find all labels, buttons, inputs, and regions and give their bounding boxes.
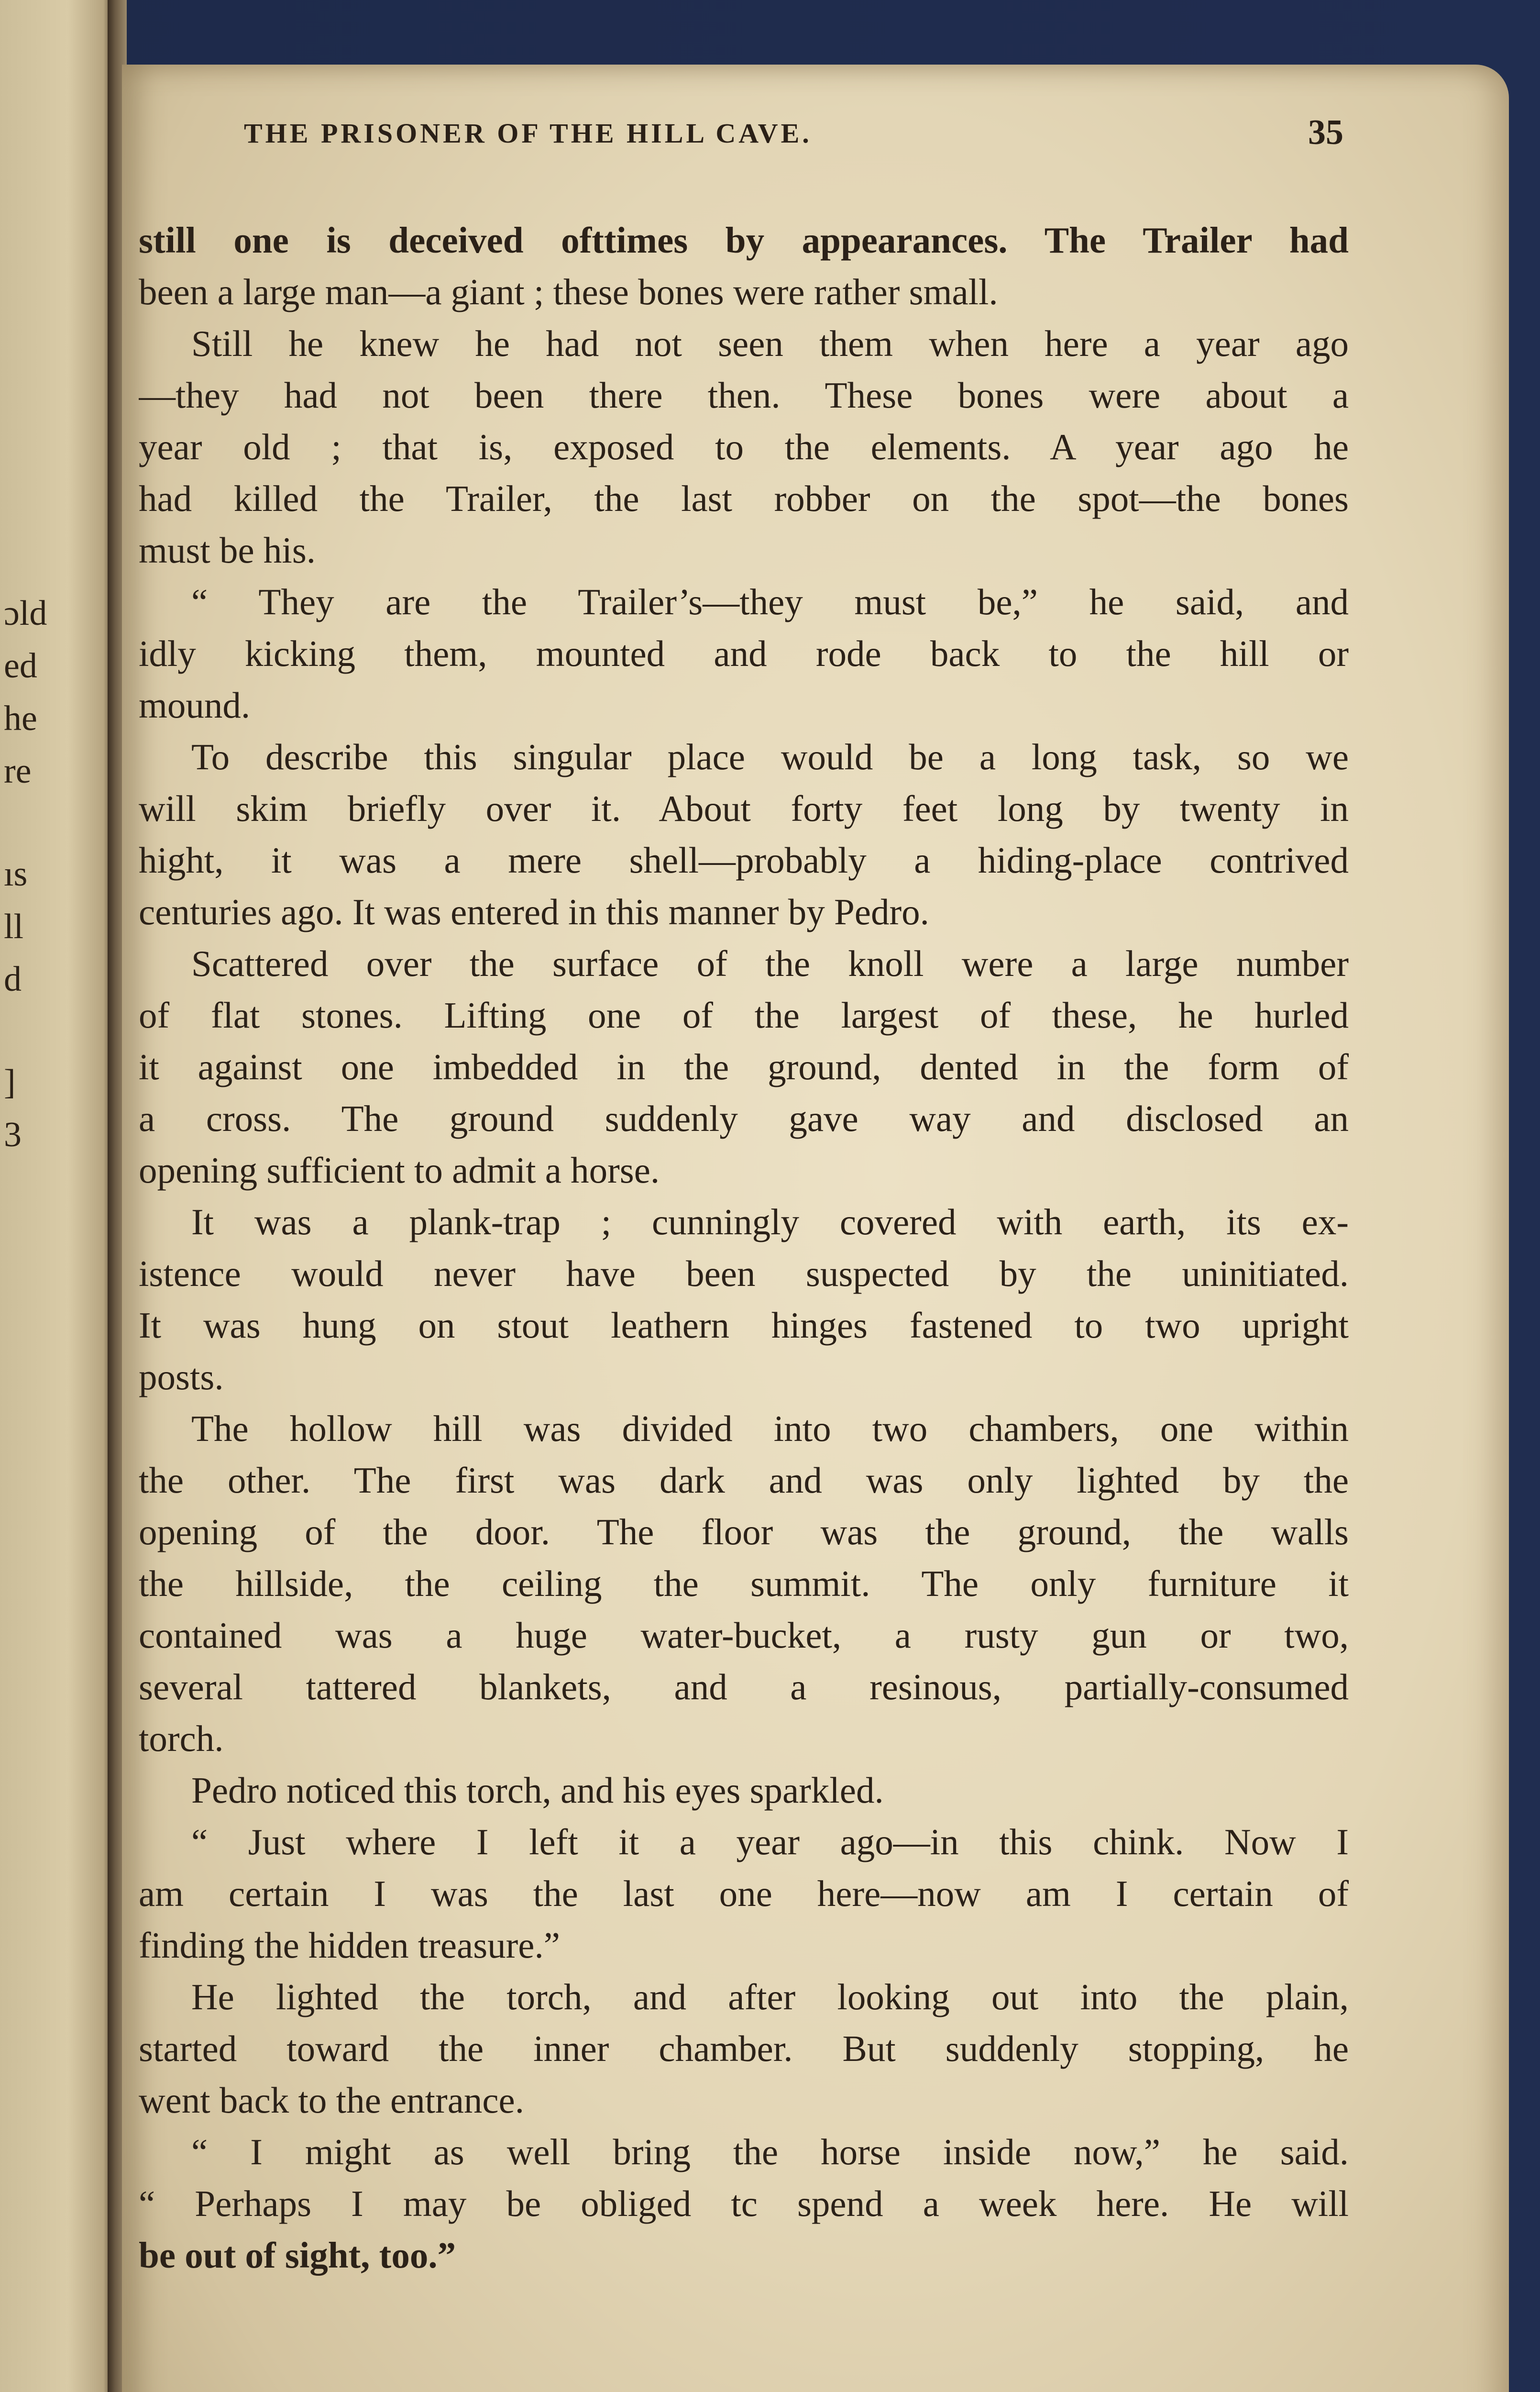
facing-page-fragment: re — [4, 752, 32, 791]
text-line: Still he knew he had not seen them when here a year ago — [191, 323, 1349, 364]
page-number: 35 — [1308, 113, 1343, 152]
facing-page-fragment: ed — [4, 646, 37, 686]
text-line: torch. — [139, 1718, 224, 1759]
text-line: Scattered over the surface of the knoll were a large number — [191, 943, 1349, 984]
text-line: been a large man—a giant ; these bones were rather small. — [139, 271, 998, 312]
facing-page-fragment: ɔld — [4, 594, 47, 633]
text-line: opening of the door. The floor was the ground, the walls — [139, 1511, 1349, 1552]
text-line: “ They are the Trailer’s—they must be,” he said, and — [191, 581, 1349, 622]
text-line: “ I might as well bring the horse inside now,” he said. — [191, 2131, 1349, 2172]
text-line: —they had not been there then. These bones were about a — [139, 375, 1349, 416]
text-line: still one is deceived ofttimes by appearances. The Trailer had — [139, 220, 1349, 261]
facing-page-fragment: ll — [4, 907, 24, 946]
facing-page-fragment: he — [4, 699, 37, 738]
facing-page-edge — [0, 0, 112, 2392]
facing-page-fragment: ] — [4, 1063, 16, 1102]
text-line: went back to the entrance. — [139, 2080, 524, 2121]
running-head: THE PRISONER OF THE HILL CAVE. — [244, 118, 812, 149]
text-line: it against one imbedded in the ground, dented in the form of — [139, 1046, 1349, 1087]
text-line: istence would never have been suspected by the uninitiated. — [139, 1253, 1349, 1294]
text-line: had killed the Trailer, the last robber on the spot—the bones — [139, 478, 1349, 519]
text-line: finding the hidden treasure.” — [139, 1925, 560, 1966]
text-line: started toward the inner chamber. But suddenly stopping, he — [139, 2028, 1349, 2069]
text-line: “ Perhaps I may be obliged tc spend a week here. He will — [139, 2183, 1349, 2224]
text-line: hight, it was a mere shell—probably a hiding-place contrived — [139, 840, 1349, 881]
text-line: He lighted the torch, and after looking out into the plain, — [191, 1976, 1349, 2017]
text-line: posts. — [139, 1356, 224, 1397]
text-line: the hillside, the ceiling the summit. The only furniture it — [139, 1563, 1349, 1604]
text-line: It was a plank-trap ; cunningly covered with earth, its ex- — [191, 1201, 1349, 1242]
body-text — [139, 214, 1349, 2281]
text-line: a cross. The ground suddenly gave way and disclosed an — [139, 1098, 1349, 1139]
text-line: of flat stones. Lifting one of the largest of these, he hurled — [139, 995, 1349, 1036]
text-line: mound. — [139, 685, 251, 726]
text-line: several tattered blankets, and a resinous, partially-consumed — [139, 1666, 1349, 1707]
text-line: am certain I was the last one here—now am I certain of — [139, 1873, 1349, 1914]
text-line: It was hung on stout leathern hinges fastened to two upright — [139, 1305, 1349, 1346]
text-line: To describe this singular place would be a long task, so we — [191, 736, 1349, 777]
text-line: will skim briefly over it. About forty feet long by twenty in — [139, 788, 1349, 829]
text-line: contained was a huge water-bucket, a rusty gun or two, — [139, 1615, 1349, 1656]
text-line: Pedro noticed this torch, and his eyes sparkled. — [191, 1770, 884, 1811]
text-line: opening sufficient to admit a horse. — [139, 1150, 660, 1191]
text-line: must be his. — [139, 530, 316, 571]
text-line: be out of sight, too.” — [139, 2235, 456, 2276]
text-line: the other. The first was dark and was only lighted by the — [139, 1460, 1349, 1501]
text-line: centuries ago. It was entered in this manner by Pedro. — [139, 891, 929, 932]
text-line: year old ; that is, exposed to the elements. A year ago he — [139, 426, 1349, 467]
text-line: The hollow hill was divided into two chambers, one within — [191, 1408, 1349, 1449]
facing-page-fragment: 3 — [4, 1115, 22, 1154]
text-line: idly kicking them, mounted and rode back to the hill or — [139, 633, 1349, 674]
facing-page-fragment: ıs — [4, 854, 28, 894]
text-line: “ Just where I left it a year ago—in this chink. Now I — [191, 1821, 1349, 1862]
facing-page-fragment: d — [4, 960, 22, 999]
